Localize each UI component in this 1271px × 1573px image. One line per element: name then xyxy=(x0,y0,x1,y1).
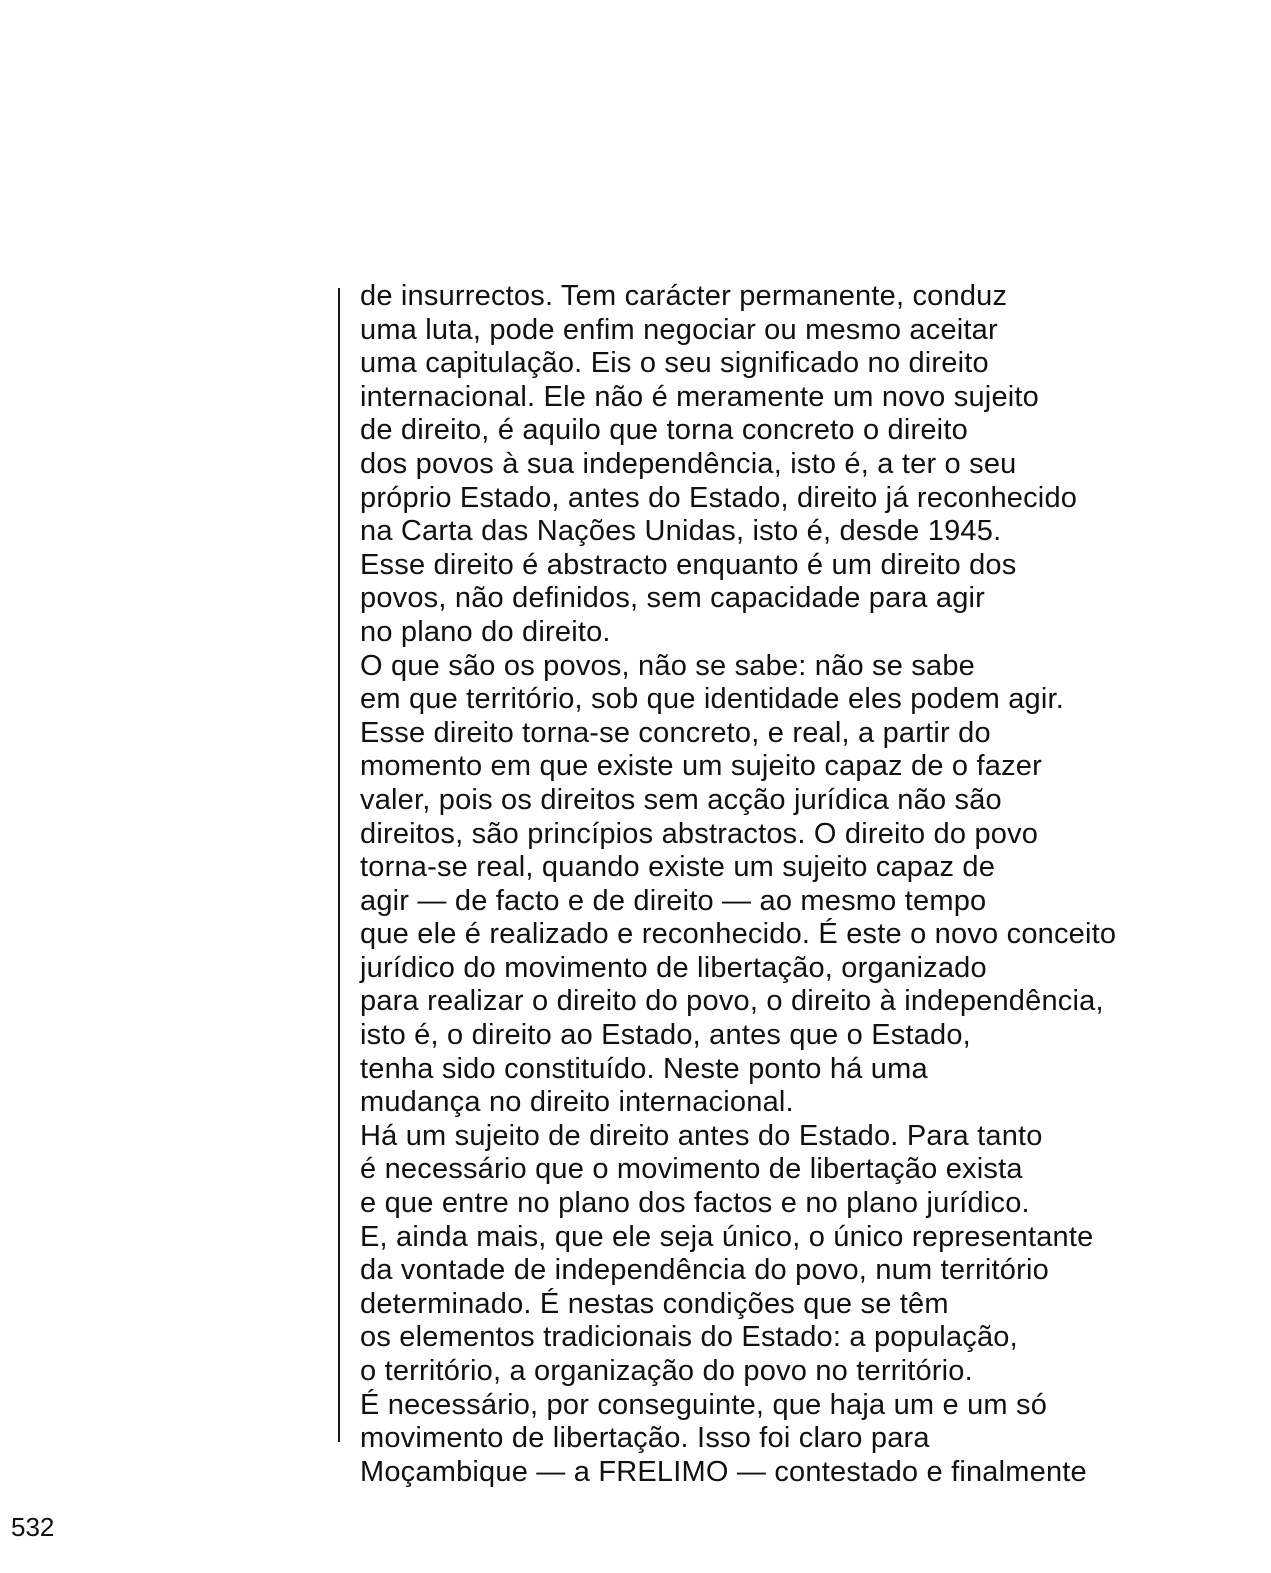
text-line: povos, não definidos, sem capacidade para agir xyxy=(360,582,986,615)
text-line: movimento de libertação. Isso foi claro para xyxy=(360,1422,930,1455)
text-line: que ele é realizado e reconhecido. É este o novo conceito xyxy=(360,918,1117,951)
text-line: agir — de facto e de direito — ao mesmo tempo xyxy=(360,884,987,917)
text-line: torna-se real, quando existe um sujeito capaz de xyxy=(360,851,996,884)
text-line: Moçambique — a FRELIMO — contestado e finalmente xyxy=(360,1455,1087,1488)
text-line: de direito, é aquilo que torna concreto o direito xyxy=(360,414,968,447)
text-line: de insurrectos. Tem carácter permanente, conduz xyxy=(360,280,1008,312)
text-line: Esse direito torna-se concreto, e real, a partir do xyxy=(360,716,991,749)
text-line: o território, a organização do povo no território. xyxy=(360,1355,973,1387)
text-line: é necessário que o movimento de libertação exista xyxy=(360,1153,1023,1186)
text-line: em que território, sob que identidade eles podem agir. xyxy=(360,683,1065,716)
text-line: jurídico do movimento de libertação, organizado xyxy=(360,951,987,984)
text-line: momento em que existe um sujeito capaz de o fazer xyxy=(360,750,1042,783)
text-line: da vontade de independência do povo, num território xyxy=(360,1254,1049,1287)
text-line: na Carta das Nações Unidas, isto é, desde 1945. xyxy=(360,515,1002,548)
text-line: para realizar o direito do povo, o direito à independência, xyxy=(360,985,1104,1018)
margin-rule xyxy=(338,288,340,1442)
text-line: Esse direito é abstracto enquanto é um direito dos xyxy=(360,548,1017,581)
text-line: determinado. É nestas condições que se têm xyxy=(360,1287,949,1320)
text-line: direitos, são princípios abstractos. O direito do povo xyxy=(360,817,1039,850)
text-line: no plano do direito. xyxy=(360,615,611,648)
text-line: uma capitulação. Eis o seu significado no direito xyxy=(360,347,989,380)
text-line: próprio Estado, antes do Estado, direito já reconhecido xyxy=(360,481,1078,514)
body-text xyxy=(360,280,1240,1489)
text-line: mudança no direito internacional. xyxy=(360,1086,794,1119)
page-number: 532 xyxy=(11,1512,55,1542)
text-line: isto é, o direito ao Estado, antes que o Estado, xyxy=(360,1019,971,1052)
text-line: tenha sido constituído. Neste ponto há uma xyxy=(360,1052,928,1085)
text-line: É necessário, por conseguinte, que haja um e um só xyxy=(360,1388,1048,1421)
text-line: e que entre no plano dos factos e no plano jurídico. xyxy=(360,1187,1030,1220)
text-line: Há um sujeito de direito antes do Estado. Para tanto xyxy=(360,1119,1043,1152)
text-line: O que são os povos, não se sabe: não se sabe xyxy=(360,649,975,682)
text-line: os elementos tradicionais do Estado: a população, xyxy=(360,1321,1018,1354)
text-line: dos povos à sua independência, isto é, a ter o seu xyxy=(360,447,1017,480)
text-line: internacional. Ele não é meramente um novo sujeito xyxy=(360,380,1039,413)
text-line: valer, pois os direitos sem acção jurídica não são xyxy=(360,783,1002,816)
text-line: E, ainda mais, que ele seja único, o único representante xyxy=(360,1220,1094,1253)
text-line: uma luta, pode enfim negociar ou mesmo aceitar xyxy=(360,313,998,346)
